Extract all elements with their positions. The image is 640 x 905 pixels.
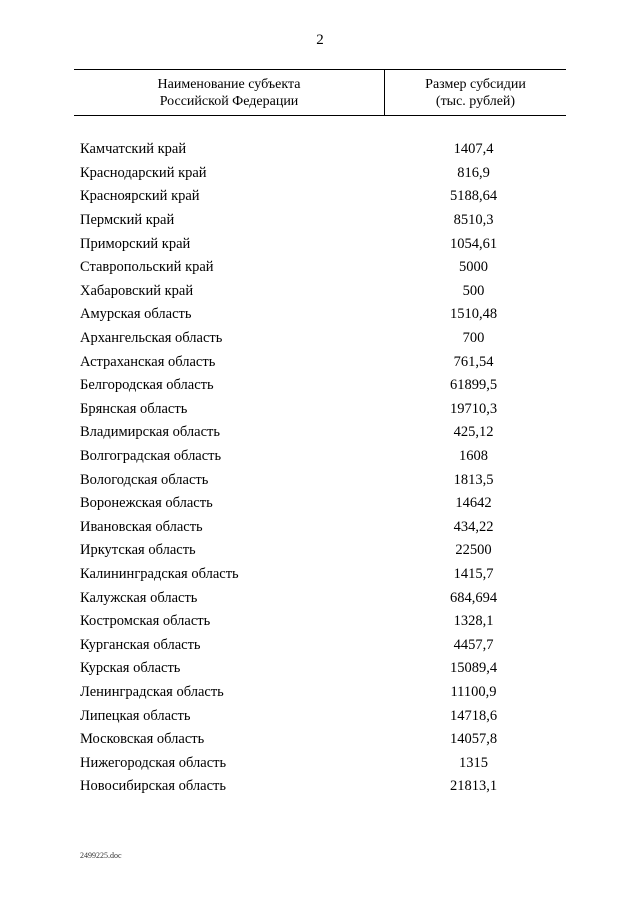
table-row	[80, 421, 566, 445]
subsidy-amount: 14642	[455, 495, 492, 512]
subsidy-amount: 761,54	[453, 353, 494, 370]
table-row	[80, 256, 566, 280]
subject-name: Ленинградская область	[80, 683, 224, 700]
subsidy-amount: 500	[462, 282, 485, 299]
subject-name: Липецкая область	[80, 707, 191, 724]
subsidy-amount: 434,22	[453, 518, 494, 535]
subject-name: Хабаровский край	[80, 282, 194, 299]
subsidy-amount: 816,9	[457, 164, 490, 181]
subject-name: Брянская область	[80, 400, 188, 417]
subsidy-amount: 1608	[459, 448, 488, 465]
table-row	[80, 516, 566, 540]
table-row	[80, 681, 566, 705]
table-row	[80, 633, 566, 657]
subsidy-amount: 11100,9	[450, 683, 497, 700]
table-row	[80, 350, 566, 374]
table-row	[80, 138, 566, 162]
table-row	[80, 185, 566, 209]
subsidy-amount: 425,12	[453, 424, 494, 441]
column-header-subject	[74, 70, 385, 115]
subsidy-amount: 14718,6	[449, 707, 498, 724]
subject-name: Воронежская область	[80, 495, 213, 512]
subject-name: Калужская область	[80, 589, 198, 606]
subsidy-amount: 21813,1	[449, 778, 498, 795]
subject-name: Камчатский край	[80, 141, 187, 158]
subject-name: Костромская область	[80, 613, 211, 630]
subject-name: Архангельская область	[80, 330, 223, 347]
subsidy-amount: 22500	[455, 542, 492, 559]
subject-name: Нижегородская область	[80, 754, 227, 771]
table-header	[74, 69, 566, 116]
subject-name: Калининградская область	[80, 565, 239, 582]
subsidy-amount: 15089,4	[449, 660, 498, 677]
table-row	[80, 209, 566, 233]
subsidy-amount: 1510,48	[449, 306, 498, 323]
subsidy-amount: 700	[462, 330, 485, 347]
subject-name: Пермский край	[80, 212, 175, 229]
column-header-subject-line2: Российской Федерации	[159, 94, 299, 109]
subsidy-amount: 4457,7	[453, 636, 494, 653]
subject-name: Курганская область	[80, 636, 201, 653]
table-row	[80, 468, 566, 492]
subject-name: Амурская область	[80, 306, 192, 323]
subject-name: Краснодарский край	[80, 164, 207, 181]
subject-name: Белгородская область	[80, 377, 214, 394]
subject-name: Красноярский край	[80, 188, 200, 205]
subject-name: Иркутская область	[80, 542, 196, 559]
subsidy-amount: 684,694	[449, 589, 498, 606]
subsidy-amount: 1315	[459, 754, 488, 771]
column-header-subsidy	[385, 70, 566, 115]
table-row	[80, 704, 566, 728]
subsidy-amount: 5188,64	[449, 188, 498, 205]
subject-name: Московская область	[80, 731, 205, 748]
subsidy-amount: 1407,4	[453, 141, 494, 158]
table-row	[80, 280, 566, 304]
subsidy-amount: 1054,61	[449, 235, 498, 252]
footer-file-name: 2499225.doc	[80, 851, 122, 860]
subsidy-amount: 8510,3	[453, 212, 494, 229]
table-row	[80, 657, 566, 681]
table-row	[80, 539, 566, 563]
table-row	[80, 398, 566, 422]
subject-name: Ставропольский край	[80, 259, 214, 276]
subsidy-amount: 1328,1	[453, 613, 494, 630]
subsidy-amount: 14057,8	[449, 731, 498, 748]
table-row	[80, 374, 566, 398]
subject-name: Владимирская область	[80, 424, 220, 441]
subject-name: Ивановская область	[80, 518, 203, 535]
subject-name: Вологодская область	[80, 471, 209, 488]
subsidy-amount: 61899,5	[449, 377, 498, 394]
subject-name: Курская область	[80, 660, 181, 677]
table-row	[80, 610, 566, 634]
subject-name: Новосибирская область	[80, 778, 226, 795]
table-row	[80, 445, 566, 469]
table-row	[80, 303, 566, 327]
table-row	[80, 728, 566, 752]
page-number: 2	[316, 32, 324, 48]
subsidy-amount: 1813,5	[453, 471, 494, 488]
table-row	[80, 232, 566, 256]
table-row	[80, 775, 566, 799]
subsidy-amount: 1415,7	[453, 565, 494, 582]
table-row	[80, 586, 566, 610]
table-row	[80, 162, 566, 186]
column-header-subject-line1: Наименование субъекта	[157, 77, 301, 92]
subsidy-amount: 5000	[459, 259, 488, 276]
column-header-subsidy-line2: (тыс. рублей)	[435, 94, 516, 109]
table-body	[80, 138, 566, 799]
subject-name: Волгоградская область	[80, 448, 222, 465]
table-row	[80, 492, 566, 516]
subject-name: Приморский край	[80, 235, 191, 252]
subsidy-amount: 19710,3	[449, 400, 498, 417]
table-row	[80, 327, 566, 351]
table-row	[80, 751, 566, 775]
column-header-subsidy-line1: Размер субсидии	[425, 77, 526, 92]
subject-name: Астраханская область	[80, 353, 216, 370]
table-row	[80, 563, 566, 587]
